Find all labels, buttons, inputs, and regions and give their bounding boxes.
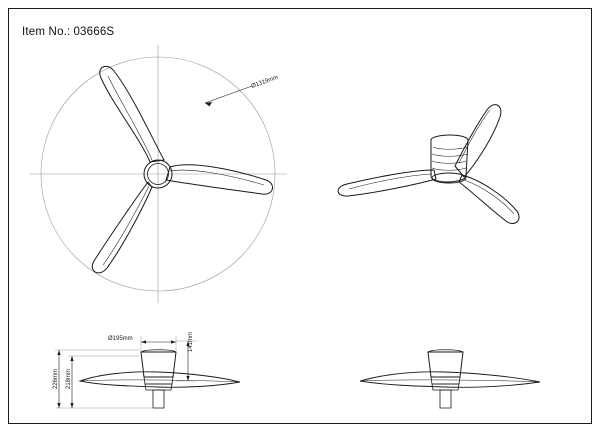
front-downrod	[153, 390, 164, 408]
diameter-leader-line	[205, 86, 252, 103]
front-collar-1	[144, 377, 173, 384]
top-view	[29, 45, 287, 303]
top-view-blade-1	[100, 66, 164, 162]
perspective-blade-2	[459, 175, 519, 224]
front-housing-body	[141, 352, 176, 377]
front-alt-blade-centerline	[360, 380, 540, 382]
top-view-diameter-label: Ø1319mm	[250, 74, 280, 90]
front-alt-downrod	[440, 390, 451, 408]
top-view-blade-3	[92, 182, 152, 273]
drop-height-arrow-bottom	[70, 403, 73, 408]
perspective-blade-1	[455, 105, 501, 177]
body-height-label: 141mm	[188, 331, 194, 352]
perspective-view	[338, 105, 519, 224]
body-diameter-label: Ø195mm	[108, 336, 133, 342]
front-elevation-view	[53, 332, 240, 408]
body-diameter-arrow-left	[141, 340, 146, 343]
overall-height-label: 226mm	[53, 368, 59, 389]
drop-height-label: 218mm	[66, 368, 72, 389]
front-alt-collar-1	[431, 377, 460, 384]
overall-height-arrow-bottom	[57, 403, 60, 408]
perspective-blade-3	[338, 170, 436, 196]
front-alt-housing-body	[428, 352, 463, 377]
front-alt-blade-profile	[360, 372, 540, 387]
top-view-blade-2	[166, 165, 273, 194]
front-blade-centerline	[80, 380, 240, 382]
overall-height-arrow-top	[57, 350, 60, 355]
item-number-prefix: Item No.:	[22, 26, 71, 38]
item-number-value: 03666S	[73, 26, 115, 38]
drop-height-arrow-top	[70, 356, 73, 361]
body-diameter-arrow-right	[171, 340, 176, 343]
front-elevation-view-alt	[360, 350, 540, 408]
front-blade-profile	[80, 372, 240, 387]
